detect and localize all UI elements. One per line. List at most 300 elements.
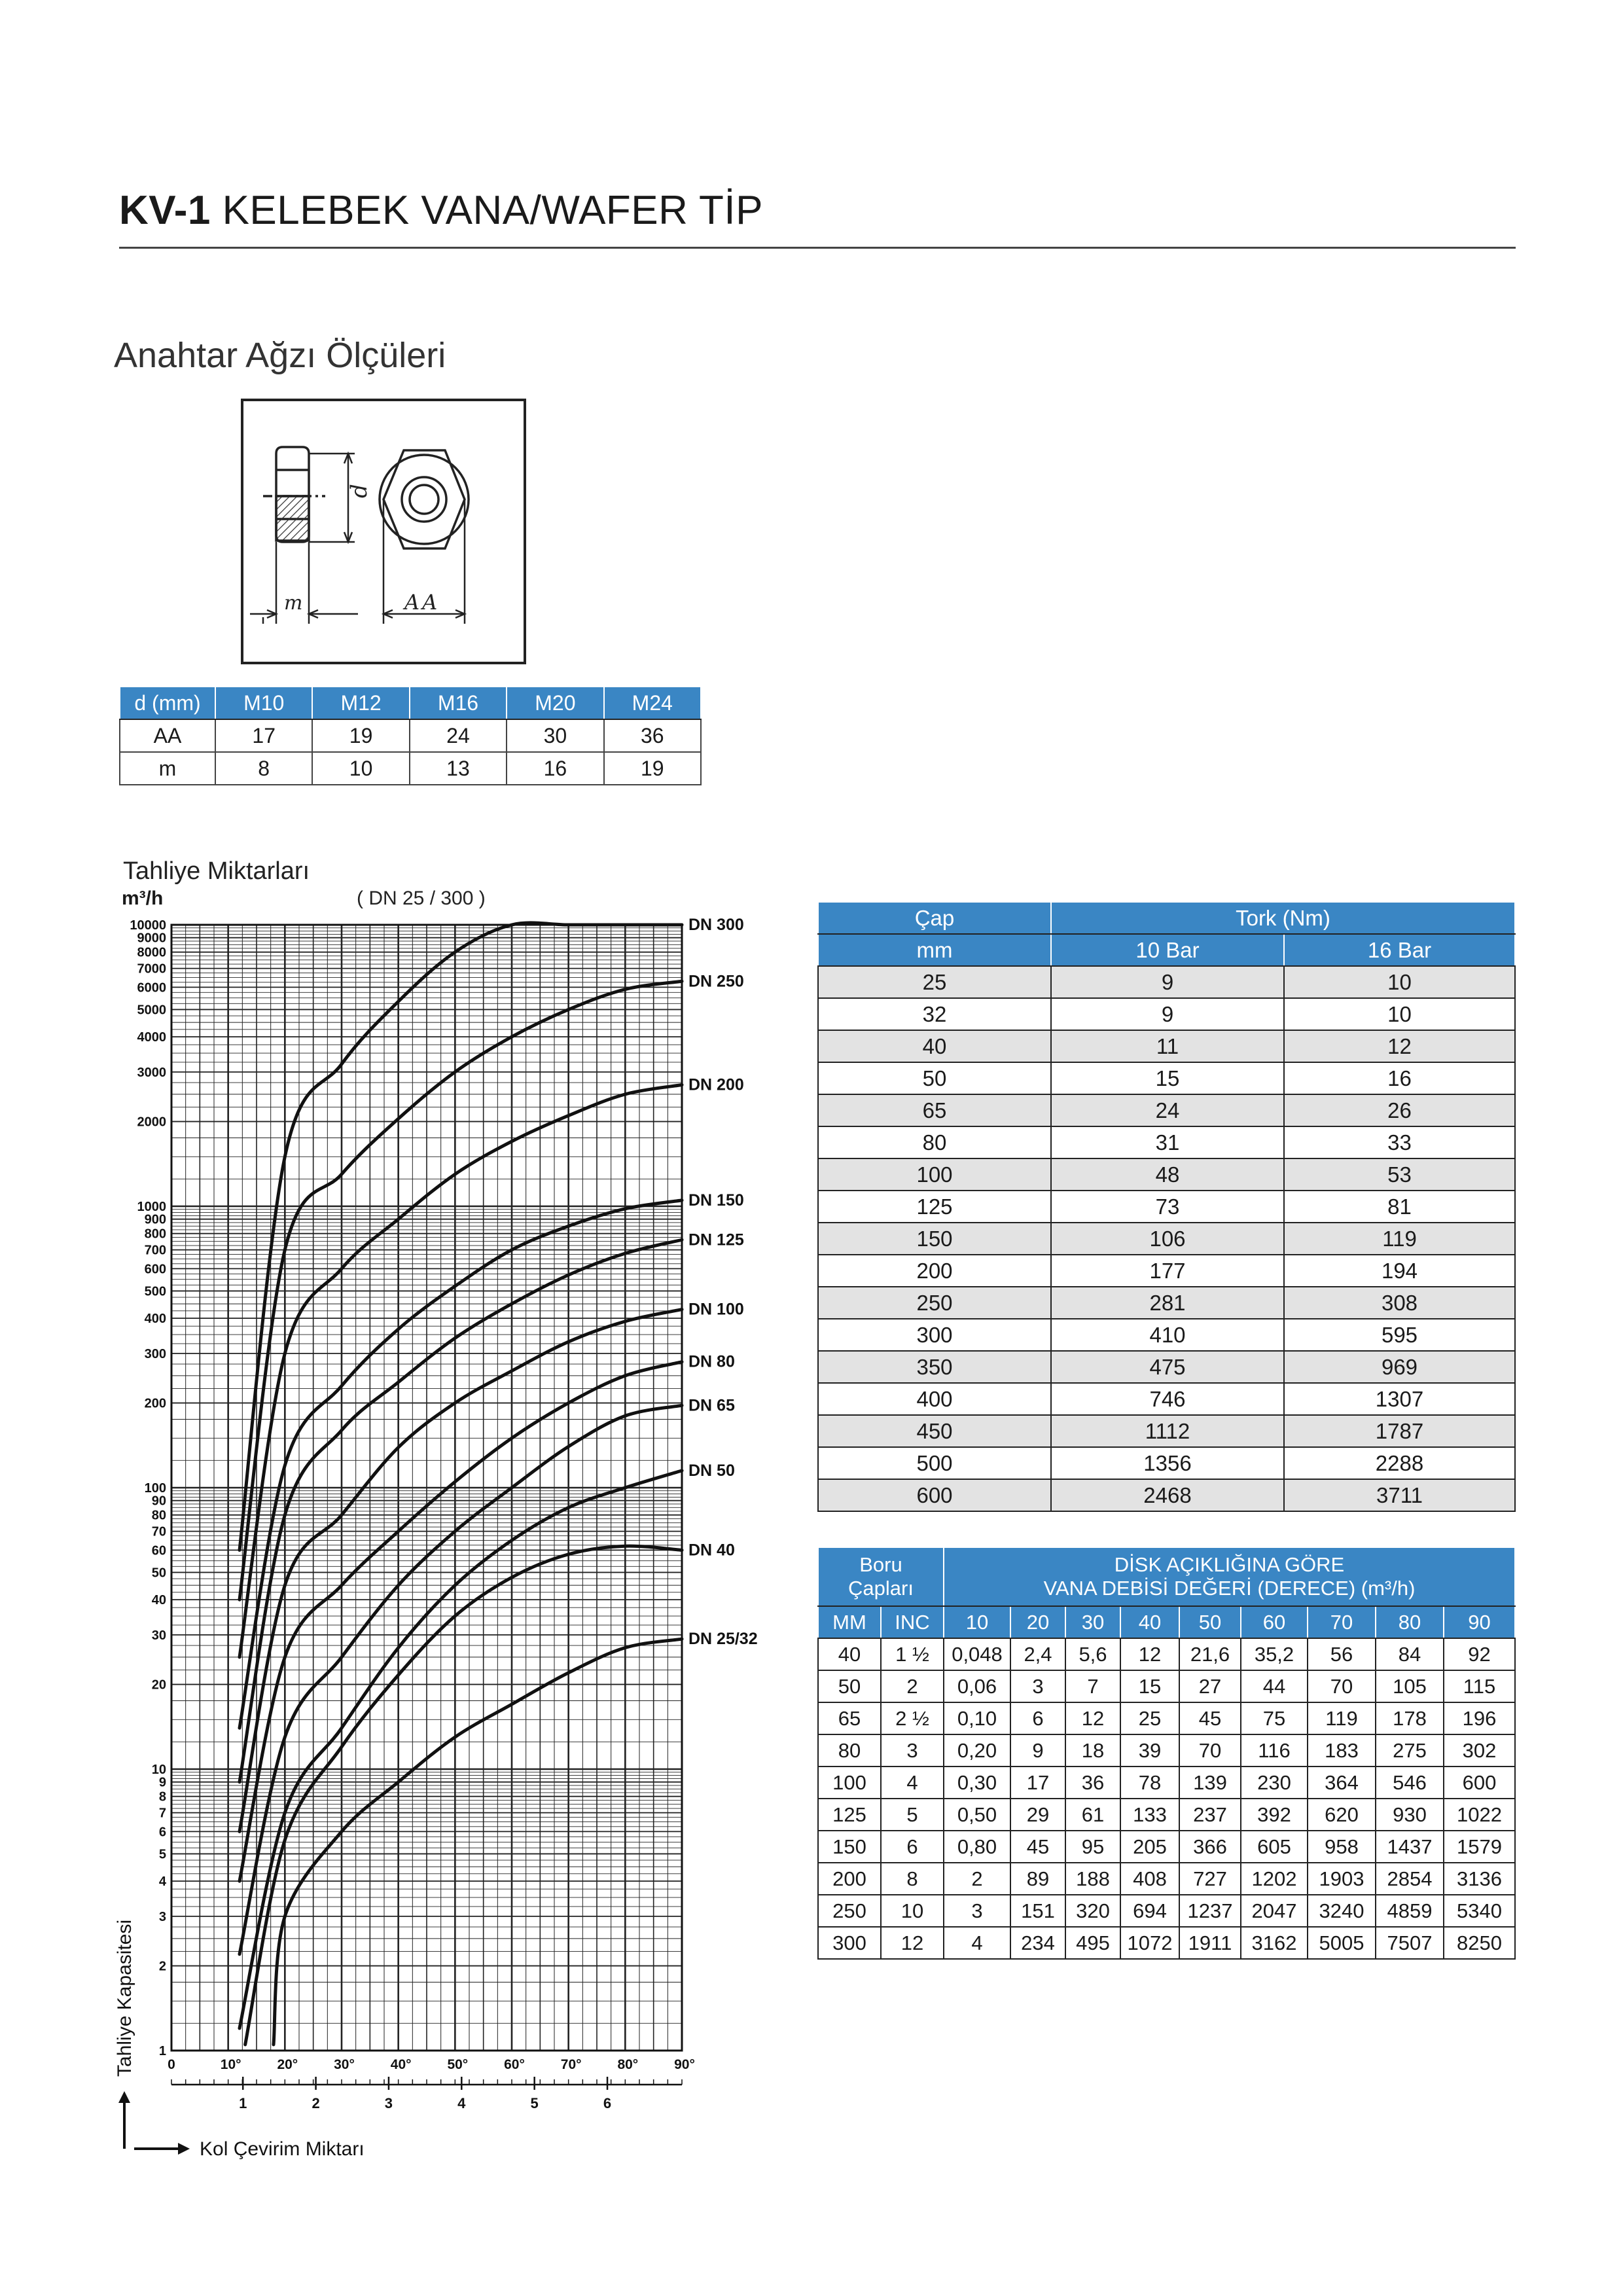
y-tick-label: 5 (158, 1847, 166, 1862)
torque-table-cell: 80 (818, 1126, 1051, 1158)
disk-table-cell: 234 (1010, 1927, 1065, 1959)
disk-table-cell: 56 (1308, 1638, 1376, 1670)
x-tick-label: 80° (617, 2057, 639, 2072)
disk-table-cell: 392 (1241, 1799, 1308, 1831)
disk-table-cell: 8 (881, 1863, 944, 1895)
y-tick-label: 7000 (137, 961, 166, 977)
y-tick-label: 20 (151, 1677, 166, 1693)
disk-table-cell: 605 (1241, 1831, 1308, 1863)
disk-table-cell: 364 (1308, 1767, 1376, 1799)
disk-table-row (818, 1895, 1515, 1927)
disk-header-main (944, 1547, 1515, 1606)
turn-label: 4 (457, 2095, 466, 2111)
series-line (240, 1362, 682, 1881)
torque-table-row (818, 1062, 1515, 1094)
disk-table-cell: 1237 (1179, 1895, 1241, 1927)
disk-table-cell: 230 (1241, 1767, 1308, 1799)
nut-label-aa: AA (404, 590, 440, 615)
y-tick-label: 6 (158, 1825, 166, 1840)
torque-table-cell: 31 (1051, 1126, 1284, 1158)
disk-table-row (818, 1702, 1515, 1734)
torque-table-cell: 9 (1051, 966, 1284, 998)
disk-subheader-cell: 40 (1120, 1606, 1179, 1638)
y-tick-label: 4000 (137, 1030, 166, 1045)
x-tick-label: 30° (334, 2057, 355, 2072)
torque-table-cell: 11 (1051, 1030, 1284, 1062)
disk-table-cell: 80 (818, 1734, 881, 1767)
disk-table-cell: 200 (818, 1863, 881, 1895)
y-tick-label: 9000 (137, 931, 166, 946)
disk-table-row (818, 1863, 1515, 1895)
disk-table-cell: 133 (1120, 1799, 1179, 1831)
disk-table-cell: 3 (944, 1895, 1010, 1927)
disk-table-cell: 546 (1376, 1767, 1444, 1799)
torque-table-cell: 50 (818, 1062, 1051, 1094)
torque-table-cell: 600 (818, 1479, 1051, 1511)
y-tick-label: 6000 (137, 980, 166, 996)
title-divider (119, 247, 1516, 249)
disk-header-boru-line1: Boru (859, 1553, 902, 1576)
disk-table-cell: 0,20 (944, 1734, 1010, 1767)
torque-table-cell: 350 (818, 1351, 1051, 1383)
disk-table-cell: 45 (1179, 1702, 1241, 1734)
disk-table-cell: 320 (1065, 1895, 1120, 1927)
key-table-cell: 16 (507, 752, 603, 785)
torque-table-cell: 177 (1051, 1255, 1284, 1287)
y-tick-label: 30 (151, 1628, 166, 1643)
disk-subheader-cell: INC (881, 1606, 944, 1638)
torque-table-row (818, 1447, 1515, 1479)
disk-table-cell: 36 (1065, 1767, 1120, 1799)
disk-table-cell: 727 (1179, 1863, 1241, 1895)
x-axis-label: Kol Çevirim Miktarı (200, 2138, 365, 2160)
disk-table-cell: 44 (1241, 1670, 1308, 1702)
torque-table-row (818, 1126, 1515, 1158)
disk-table-cell: 95 (1065, 1831, 1120, 1863)
disk-table-cell: 17 (1010, 1767, 1065, 1799)
disk-header-row (818, 1547, 1515, 1606)
disk-table-cell: 125 (818, 1799, 881, 1831)
disk-table-cell: 40 (818, 1638, 881, 1670)
y-tick-label: 70 (151, 1524, 166, 1539)
disk-table-cell: 237 (1179, 1799, 1241, 1831)
disk-table-cell: 1903 (1308, 1863, 1376, 1895)
disk-table-cell: 958 (1308, 1831, 1376, 1863)
torque-table-row (818, 966, 1515, 998)
torque-header-tork: Tork (Nm) (1051, 902, 1515, 934)
disk-table-cell: 2047 (1241, 1895, 1308, 1927)
series-label: DN 65 (688, 1396, 735, 1415)
torque-table-row (818, 1030, 1515, 1062)
y-tick-label: 3 (158, 1909, 166, 1924)
disk-table-cell: 115 (1444, 1670, 1515, 1702)
disk-table-row (818, 1670, 1515, 1702)
disk-table-cell: 3 (881, 1734, 944, 1767)
y-tick-label: 10 (151, 1763, 166, 1777)
disk-table-cell: 0,30 (944, 1767, 1010, 1799)
torque-table-cell: 150 (818, 1223, 1051, 1255)
torque-header-cap: Çap (818, 902, 1051, 934)
disk-table-cell: 6 (1010, 1702, 1065, 1734)
torque-table-cell: 308 (1284, 1287, 1515, 1319)
torque-table-body (818, 966, 1515, 1511)
disk-table-cell: 27 (1179, 1670, 1241, 1702)
disk-table-cell: 15 (1120, 1670, 1179, 1702)
y-tick-label: 7 (158, 1806, 166, 1821)
disk-subheader-cell: MM (818, 1606, 881, 1638)
x-tick-label: 20° (277, 2057, 298, 2072)
x-tick-label: 60° (504, 2057, 525, 2072)
disk-table-cell: 495 (1065, 1927, 1120, 1959)
disk-table-cell: 89 (1010, 1863, 1065, 1895)
x-tick-label: 70° (560, 2057, 582, 2072)
chart-title: Tahliye Miktarları (123, 857, 310, 885)
key-header-cell: M24 (604, 687, 701, 719)
y-tick-label: 200 (144, 1396, 166, 1411)
turn-label: 5 (530, 2095, 539, 2111)
series-label: DN 40 (688, 1541, 735, 1560)
torque-subheader-row (818, 934, 1515, 966)
series-label: DN 200 (688, 1075, 744, 1094)
disk-table-cell: 10 (881, 1895, 944, 1927)
torque-table-cell: 33 (1284, 1126, 1515, 1158)
disk-table-cell: 5340 (1444, 1895, 1515, 1927)
y-tick-label: 600 (144, 1262, 166, 1277)
disk-table-cell: 4 (881, 1767, 944, 1799)
disk-table-cell: 70 (1179, 1734, 1241, 1767)
torque-table-cell: 100 (818, 1158, 1051, 1191)
y-tick-label: 900 (144, 1212, 166, 1227)
torque-table (817, 901, 1516, 1512)
y-tick-label: 8 (158, 1789, 166, 1804)
disk-table-cell: 1579 (1444, 1831, 1515, 1863)
torque-table-row (818, 1479, 1515, 1511)
torque-table-cell: 250 (818, 1287, 1051, 1319)
torque-subheader-cell: 10 Bar (1051, 934, 1284, 966)
disk-table-cell: 5005 (1308, 1927, 1376, 1959)
torque-table-row (818, 1383, 1515, 1415)
y-tick-label: 800 (144, 1227, 166, 1242)
disk-header-boru-line2: Çapları (848, 1577, 914, 1600)
torque-table-cell: 65 (818, 1094, 1051, 1126)
disk-table-cell: 35,2 (1241, 1638, 1308, 1670)
flow-chart (92, 916, 779, 2160)
y-tick-label: 2 (158, 1959, 166, 1974)
disk-table-cell: 12 (881, 1927, 944, 1959)
disk-table-cell: 3136 (1444, 1863, 1515, 1895)
x-tick-label: 90° (674, 2057, 695, 2072)
torque-table-cell: 200 (818, 1255, 1051, 1287)
torque-table-cell: 125 (818, 1191, 1051, 1223)
torque-table-cell: 10 (1284, 966, 1515, 998)
disk-table-cell: 183 (1308, 1734, 1376, 1767)
torque-table-cell: 500 (818, 1447, 1051, 1479)
torque-table-cell: 3711 (1284, 1479, 1515, 1511)
nut-label-d: d (346, 484, 372, 498)
key-table-cell: 10 (312, 752, 409, 785)
page-title-rest: KELEBEK VANA/WAFER TİP (222, 188, 763, 233)
torque-table-cell: 12 (1284, 1030, 1515, 1062)
y-tick-label: 5000 (137, 1003, 166, 1018)
series-line (245, 1546, 682, 2045)
torque-table-row (818, 1415, 1515, 1447)
disk-table-cell: 300 (818, 1927, 881, 1959)
series-label: DN 150 (688, 1191, 744, 1210)
disk-table-cell: 188 (1065, 1863, 1120, 1895)
torque-table-cell: 1307 (1284, 1383, 1515, 1415)
disk-table-cell: 2 ½ (881, 1702, 944, 1734)
key-table-body (120, 719, 701, 785)
torque-table-cell: 1356 (1051, 1447, 1284, 1479)
disk-table-cell: 6 (881, 1831, 944, 1863)
disk-table-cell: 408 (1120, 1863, 1179, 1895)
y-tick-label: 60 (151, 1543, 166, 1558)
torque-table-cell: 475 (1051, 1351, 1284, 1383)
disk-table-cell: 29 (1010, 1799, 1065, 1831)
key-table-row (120, 752, 701, 785)
disk-table-cell: 84 (1376, 1638, 1444, 1670)
disk-table-cell: 100 (818, 1767, 881, 1799)
disk-table-cell: 70 (1308, 1670, 1376, 1702)
x-tick-label: 0 (168, 2057, 175, 2072)
disk-table-cell: 0,50 (944, 1799, 1010, 1831)
torque-table-row (818, 1287, 1515, 1319)
disk-table-cell: 5 (881, 1799, 944, 1831)
torque-table-cell: 1787 (1284, 1415, 1515, 1447)
torque-table-row (818, 1223, 1515, 1255)
arrow-up-icon (118, 2091, 130, 2103)
series-label: DN 80 (688, 1352, 735, 1371)
disk-table-cell: 150 (818, 1831, 881, 1863)
torque-table-cell: 1112 (1051, 1415, 1284, 1447)
series-line (240, 1310, 682, 1832)
disk-subheader-cell: 60 (1241, 1606, 1308, 1638)
series-label: DN 100 (688, 1300, 744, 1319)
section-title: Anahtar Ağzı Ölçüleri (114, 336, 446, 375)
disk-table-cell: 0,10 (944, 1702, 1010, 1734)
torque-table-cell: 10 (1284, 998, 1515, 1030)
torque-table-cell: 16 (1284, 1062, 1515, 1094)
y-tick-label: 8000 (137, 945, 166, 960)
series-label: DN 300 (688, 916, 744, 935)
y-tick-label: 500 (144, 1284, 166, 1299)
torque-table-cell: 400 (818, 1383, 1051, 1415)
series-label: DN 25/32 (688, 1630, 758, 1649)
disk-table-cell: 25 (1120, 1702, 1179, 1734)
disk-table-cell: 7 (1065, 1670, 1120, 1702)
disk-table-cell: 3 (1010, 1670, 1065, 1702)
disk-table-cell: 2,4 (1010, 1638, 1065, 1670)
disk-table-cell: 2 (944, 1863, 1010, 1895)
y-tick-label: 400 (144, 1312, 166, 1327)
disk-table-cell: 116 (1241, 1734, 1308, 1767)
torque-table-row (818, 1191, 1515, 1223)
torque-table-cell: 281 (1051, 1287, 1284, 1319)
disk-table-cell: 18 (1065, 1734, 1120, 1767)
disk-subheader-cell: 30 (1065, 1606, 1120, 1638)
key-header-cell: M20 (507, 687, 603, 719)
disk-table-cell: 0,048 (944, 1638, 1010, 1670)
disk-table-row (818, 1799, 1515, 1831)
series-label: DN 125 (688, 1230, 744, 1249)
y-tick-label: 2000 (137, 1115, 166, 1130)
disk-table-cell: 8250 (1444, 1927, 1515, 1959)
torque-table-cell: 15 (1051, 1062, 1284, 1094)
disk-subheader-cell: 20 (1010, 1606, 1065, 1638)
y-tick-label: 3000 (137, 1065, 166, 1080)
disk-table-cell: 119 (1308, 1702, 1376, 1734)
disk-table-cell: 1072 (1120, 1927, 1179, 1959)
disk-table-row (818, 1831, 1515, 1863)
torque-table-cell: 73 (1051, 1191, 1284, 1223)
disk-table-row (818, 1927, 1515, 1959)
disk-table-cell: 4 (944, 1927, 1010, 1959)
disk-table-cell: 250 (818, 1895, 881, 1927)
y-tick-label: 100 (144, 1481, 166, 1496)
torque-table-cell: 32 (818, 998, 1051, 1030)
torque-table-cell: 48 (1051, 1158, 1284, 1191)
disk-table-cell: 366 (1179, 1831, 1241, 1863)
y-tick-label: 10000 (130, 918, 166, 933)
key-table-cell: 19 (312, 719, 409, 752)
disk-table-cell: 3240 (1308, 1895, 1376, 1927)
disk-table-cell: 12 (1065, 1702, 1120, 1734)
disk-table-cell: 50 (818, 1670, 881, 1702)
turn-label: 6 (603, 2095, 612, 2111)
disk-subheader-cell: 80 (1376, 1606, 1444, 1638)
torque-table-cell: 746 (1051, 1383, 1284, 1415)
key-table-row (120, 719, 701, 752)
disk-table-cell: 178 (1376, 1702, 1444, 1734)
disk-table-cell: 0,80 (944, 1831, 1010, 1863)
disk-subheader-cell: 70 (1308, 1606, 1376, 1638)
disk-table-cell: 139 (1179, 1767, 1241, 1799)
disk-table-cell: 1202 (1241, 1863, 1308, 1895)
y-tick-label: 300 (144, 1346, 166, 1361)
disk-table-cell: 151 (1010, 1895, 1065, 1927)
series-line (240, 1085, 682, 1657)
key-table-cell: 13 (410, 752, 507, 785)
series-label: DN 50 (688, 1461, 735, 1480)
x-tick-label: 10° (220, 2057, 241, 2072)
torque-table-row (818, 1319, 1515, 1351)
y-tick-label: 40 (151, 1593, 166, 1608)
torque-table-cell: 40 (818, 1030, 1051, 1062)
key-table-cell: 36 (604, 719, 701, 752)
key-size-table (119, 686, 702, 785)
disk-table-cell: 620 (1308, 1799, 1376, 1831)
disk-flow-table (817, 1547, 1516, 1960)
series-line (240, 923, 682, 1550)
key-table-cell: AA (120, 719, 215, 752)
disk-table-cell: 1437 (1376, 1831, 1444, 1863)
disk-table-cell: 2 (881, 1670, 944, 1702)
chart-unit-label: m³/h (122, 888, 164, 909)
torque-table-cell: 595 (1284, 1319, 1515, 1351)
disk-table-cell: 0,06 (944, 1670, 1010, 1702)
x-tick-label: 50° (447, 2057, 469, 2072)
key-header-cell: M12 (312, 687, 409, 719)
key-table-cell: 30 (507, 719, 603, 752)
key-table-header (120, 687, 701, 719)
y-tick-label: 80 (151, 1508, 166, 1523)
disk-table-cell: 5,6 (1065, 1638, 1120, 1670)
disk-table-cell: 1 ½ (881, 1638, 944, 1670)
disk-table-cell: 78 (1120, 1767, 1179, 1799)
y-tick-label: 90 (151, 1494, 166, 1509)
series-line (274, 1639, 682, 2045)
disk-table-cell: 930 (1376, 1799, 1444, 1831)
torque-subheader-cell: 16 Bar (1284, 934, 1515, 966)
key-table-cell: 8 (215, 752, 312, 785)
disk-header-boru (818, 1547, 944, 1606)
key-table-cell: 19 (604, 752, 701, 785)
disk-table-cell: 2854 (1376, 1863, 1444, 1895)
disk-table-row (818, 1638, 1515, 1670)
disk-table-cell: 9 (1010, 1734, 1065, 1767)
disk-table-body (818, 1638, 1515, 1959)
disk-table-cell: 1022 (1444, 1799, 1515, 1831)
disk-table-cell: 21,6 (1179, 1638, 1241, 1670)
torque-table-cell: 9 (1051, 998, 1284, 1030)
torque-table-cell: 81 (1284, 1191, 1515, 1223)
key-table-cell: 24 (410, 719, 507, 752)
disk-table-cell: 1911 (1179, 1927, 1241, 1959)
y-tick-label: 1000 (137, 1200, 166, 1214)
disk-table-row (818, 1767, 1515, 1799)
page-title-bold: KV-1 (119, 188, 211, 233)
y-tick-label: 700 (144, 1243, 166, 1258)
torque-table-row (818, 1255, 1515, 1287)
torque-table-cell: 410 (1051, 1319, 1284, 1351)
disk-table-cell: 205 (1120, 1831, 1179, 1863)
turn-label: 1 (239, 2095, 247, 2111)
torque-table-cell: 2468 (1051, 1479, 1284, 1511)
disk-table-cell: 600 (1444, 1767, 1515, 1799)
torque-table-cell: 53 (1284, 1158, 1515, 1191)
torque-table-cell: 26 (1284, 1094, 1515, 1126)
y-tick-label: 1 (158, 2044, 166, 2058)
torque-table-cell: 300 (818, 1319, 1051, 1351)
hex-nut-icon (243, 401, 524, 662)
arrow-right-icon (178, 2143, 190, 2155)
y-tick-label: 4 (158, 1874, 166, 1890)
disk-subheader-row (818, 1606, 1515, 1638)
torque-table-row (818, 1094, 1515, 1126)
disk-table-cell: 45 (1010, 1831, 1065, 1863)
disk-table-cell: 12 (1120, 1638, 1179, 1670)
disk-table-cell: 105 (1376, 1670, 1444, 1702)
disk-table-row (818, 1734, 1515, 1767)
chart-subtitle: ( DN 25 / 300 ) (357, 888, 486, 909)
torque-subheader-cell: mm (818, 934, 1051, 966)
disk-table-cell: 4859 (1376, 1895, 1444, 1927)
torque-table-cell: 969 (1284, 1351, 1515, 1383)
key-table-cell: 17 (215, 719, 312, 752)
torque-header-row (818, 902, 1515, 934)
chart-series (240, 916, 758, 2045)
hex-nut-drawing (241, 399, 526, 664)
disk-table-cell: 92 (1444, 1638, 1515, 1670)
disk-table-cell: 196 (1444, 1702, 1515, 1734)
turn-label: 2 (312, 2095, 320, 2111)
x-tick-label: 40° (390, 2057, 412, 2072)
disk-table-cell: 75 (1241, 1702, 1308, 1734)
page-title (119, 187, 763, 234)
series-line (240, 1471, 682, 2028)
key-table-cell: m (120, 752, 215, 785)
torque-table-cell: 119 (1284, 1223, 1515, 1255)
